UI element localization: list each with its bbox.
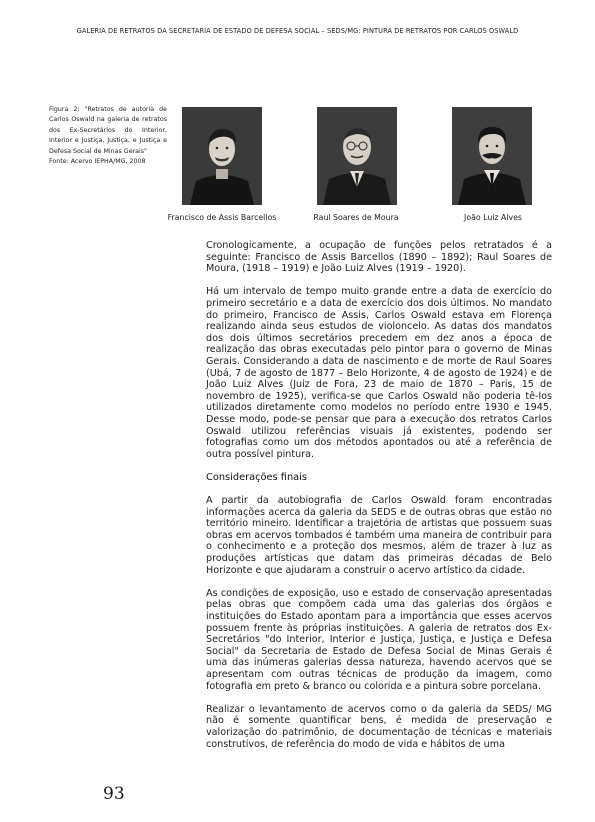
running-header: GALERIA DE RETRATOS DA SECRETARIA DE ESTADO DE DEFESA SOCIAL – SEDS/MG: PINTURA DE RETRATOS POR CARLOS OSWALD (76, 27, 519, 35)
paragraph-autobiography: A partir da autobiografia de Carlos Oswald foram encontradas informações acerca da galeria da SEDS e de outras obras que estão no território mineiro. Identificar a trajetória de artistas que possuem suas obras em acervos tombados é também uma maneira de contribuir para o conhecimento e a proteção dos mesmos, além de trazer à luz as produções artísticas que datam das primeiras décadas de Belo Horizonte e que ajudaram a construir o acervo artístico da cidade. (206, 495, 552, 576)
portrait-alves (452, 107, 532, 205)
section-title: Considerações finais (206, 471, 307, 483)
portrait-soares (317, 107, 397, 205)
figure-caption (49, 105, 167, 167)
paragraph-interval: Há um intervalo de tempo muito grande entre a data de exercício do primeiro secretário e a data de exercício dos dois últimos. No mandato do primeiro, Francisco de Assis, Carlos Oswald estava em Florença realizando ainda seus estudos de violoncelo. As datas dos mandatos dos dois últimos secretários precedem em dez anos a época de realização das obras executadas pelo pintor para o governo de Minas Gerais. Considerando a data de nascimento e de morte de Raul Soares (Ubá, 7 de agosto de 1877 – Belo Horizonte, 4 de agosto de 1924) e de João Luiz Alves (Juiz de Fora, 23 de maio de 1870 – Paris, 15 de novembro de 1925), verifica-se que Carlos Oswald não poderia tê-los utilizados diretamente como modelos no período entre 1930 e 1945. Desse modo, pode-se pensar que para a execução dos retratos Carlos Oswald utilizou referências visuais já existentes, podendo ser fotografias como um dos métodos apontados ou até a referência de outra possível pintura. (206, 286, 552, 460)
figure-source: Fonte: Acervo IEPHA/MG, 2008 (49, 158, 146, 166)
portrait-photo-icon (452, 107, 532, 205)
portrait-name-alves: João Luiz Alves (464, 213, 522, 222)
main-text (206, 240, 552, 762)
portrait-photo-icon (182, 107, 262, 205)
paragraph-chronology: Cronologicamente, a ocupação de funções pelos retratados é a seguinte: Francisco de Assis Barcellos (1890 – 1892); Raul Soares de Moura, (1918 – 1919) e João Luiz Alves (1919 – 1920). (206, 240, 552, 275)
portrait-photo-icon (317, 107, 397, 205)
figure-caption-text: Figura 2: "Retratos de autoria de Carlos Oswald na galeria de retratos dos Ex-Secretários do Interior, Interior e Justiça, Justiça, e Justiça e Defesa Social de Minas Gerais" (49, 106, 167, 155)
portrait-barcellos (182, 107, 262, 205)
paragraph-survey: Realizar o levantamento de acervos como o da galeria da SEDS/ MG não é somente quantificar bens, é medida de preservação e valorização do patrimônio, de documentação de técnicas e materiais construtivos, de referência do modo de vida e hábitos de uma (206, 703, 552, 750)
portrait-name-barcellos: Francisco de Assis Barcellos (167, 213, 277, 222)
portrait-name-soares: Raul Soares de Moura (313, 213, 399, 222)
paragraph-conditions: As condições de exposição, uso e estado de conservação apresentadas pelas obras que compõem cada uma das galerias dos órgãos e instituições do Estado apontam para a importância que esses acervos possuem frente às próprias instituições. A galeria de retratos dos Ex-Secretários "do Interior, Interior e Justiça, Justiça, e Justiça e Defesa Social" da Secretaria de Estado de Defesa Social de Minas Gerais é uma das inúmeras galerias dessa natureza, havendo acervos que se apresentam com outras técnicas de produção da imagem, como fotografia em preto & branco ou colorida e a pintura sobre porcelana. (206, 587, 552, 692)
page-number: 93 (103, 784, 125, 804)
